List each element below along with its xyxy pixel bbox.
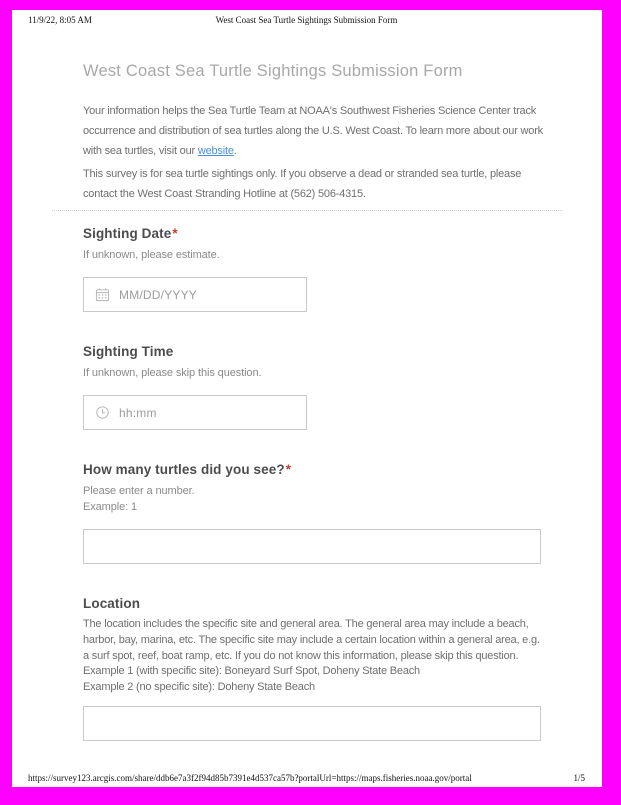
question-heading bbox=[83, 226, 541, 242]
print-footer bbox=[28, 773, 585, 783]
print-document-title: West Coast Sea Turtle Sightings Submission Form bbox=[215, 15, 398, 25]
question-sighting-date bbox=[83, 226, 541, 312]
form-content bbox=[83, 10, 541, 787]
intro-text-before-link: Your information helps the Sea Turtle Team at NOAA's Southwest Fisheries Science Center track occurrence and distribution of sea turtles along the U.S. West Coast. To learn more about our work with sea turtles, visit our bbox=[83, 105, 543, 157]
print-footer-url: https://survey123.arcgis.com/share/ddb6e7a3f2f94d85b7391e4d537ca57b?portalUrl=https://maps.fisheries.noaa.gov/portal bbox=[28, 773, 472, 783]
required-asterisk: * bbox=[285, 462, 292, 477]
form-title: West Coast Sea Turtle Sightings Submission Form bbox=[83, 62, 463, 80]
question-hint: If unknown, please skip this question. bbox=[83, 367, 262, 379]
question-location bbox=[83, 596, 541, 741]
date-placeholder: MM/DD/YYYY bbox=[119, 287, 198, 302]
question-label: Location bbox=[83, 596, 141, 611]
printed-page bbox=[12, 10, 602, 787]
question-turtle-count bbox=[83, 462, 541, 564]
print-timestamp: 11/9/22, 8:05 AM bbox=[28, 15, 92, 25]
question-hint: If unknown, please estimate. bbox=[83, 249, 220, 261]
turtle-count-input[interactable] bbox=[83, 529, 541, 564]
intro-paragraph-1 bbox=[83, 101, 545, 161]
question-label: Sighting Time bbox=[83, 344, 174, 359]
question-example-1: Example 1 (with specific site): Boneyard Surf Spot, Doheny State Beach bbox=[83, 665, 420, 678]
question-label: Sighting Date bbox=[83, 226, 172, 241]
question-sighting-time bbox=[83, 344, 541, 430]
website-link[interactable]: website bbox=[197, 145, 234, 157]
section-divider bbox=[52, 210, 563, 211]
print-footer-page-indicator: 1/5 bbox=[573, 773, 585, 783]
calendar-icon bbox=[95, 287, 110, 302]
question-heading bbox=[83, 462, 541, 478]
question-example-2: Example 2 (no specific site): Doheny State Beach bbox=[83, 681, 315, 694]
intro-paragraph-2: This survey is for sea turtle sightings only. If you observe a dead or stranded sea turtle, please contact the West Coast Stranding Hotline at (562) 506-4315. bbox=[83, 168, 522, 200]
sighting-time-input[interactable] bbox=[83, 395, 307, 430]
question-hint: Please enter a number. bbox=[83, 485, 195, 497]
clock-icon bbox=[95, 405, 110, 420]
intro-text-after-link: . bbox=[233, 145, 237, 157]
required-asterisk: * bbox=[172, 226, 178, 241]
time-placeholder: hh:mm bbox=[119, 405, 157, 420]
sighting-date-input[interactable] bbox=[83, 277, 307, 312]
question-heading bbox=[83, 344, 541, 360]
question-heading bbox=[83, 596, 541, 612]
question-hint-example: Example: 1 bbox=[83, 501, 138, 513]
question-description: The location includes the specific site and general area. The general area may include a beach, harbor, bay, marina, etc. The specific site may include a certain location within a general area, e.g. a surf spot, reef, boat ramp, etc. If you do not know this information, please skip this question. bbox=[83, 618, 540, 662]
question-label: How many turtles did you see? bbox=[83, 462, 285, 477]
location-input[interactable] bbox=[83, 706, 541, 741]
